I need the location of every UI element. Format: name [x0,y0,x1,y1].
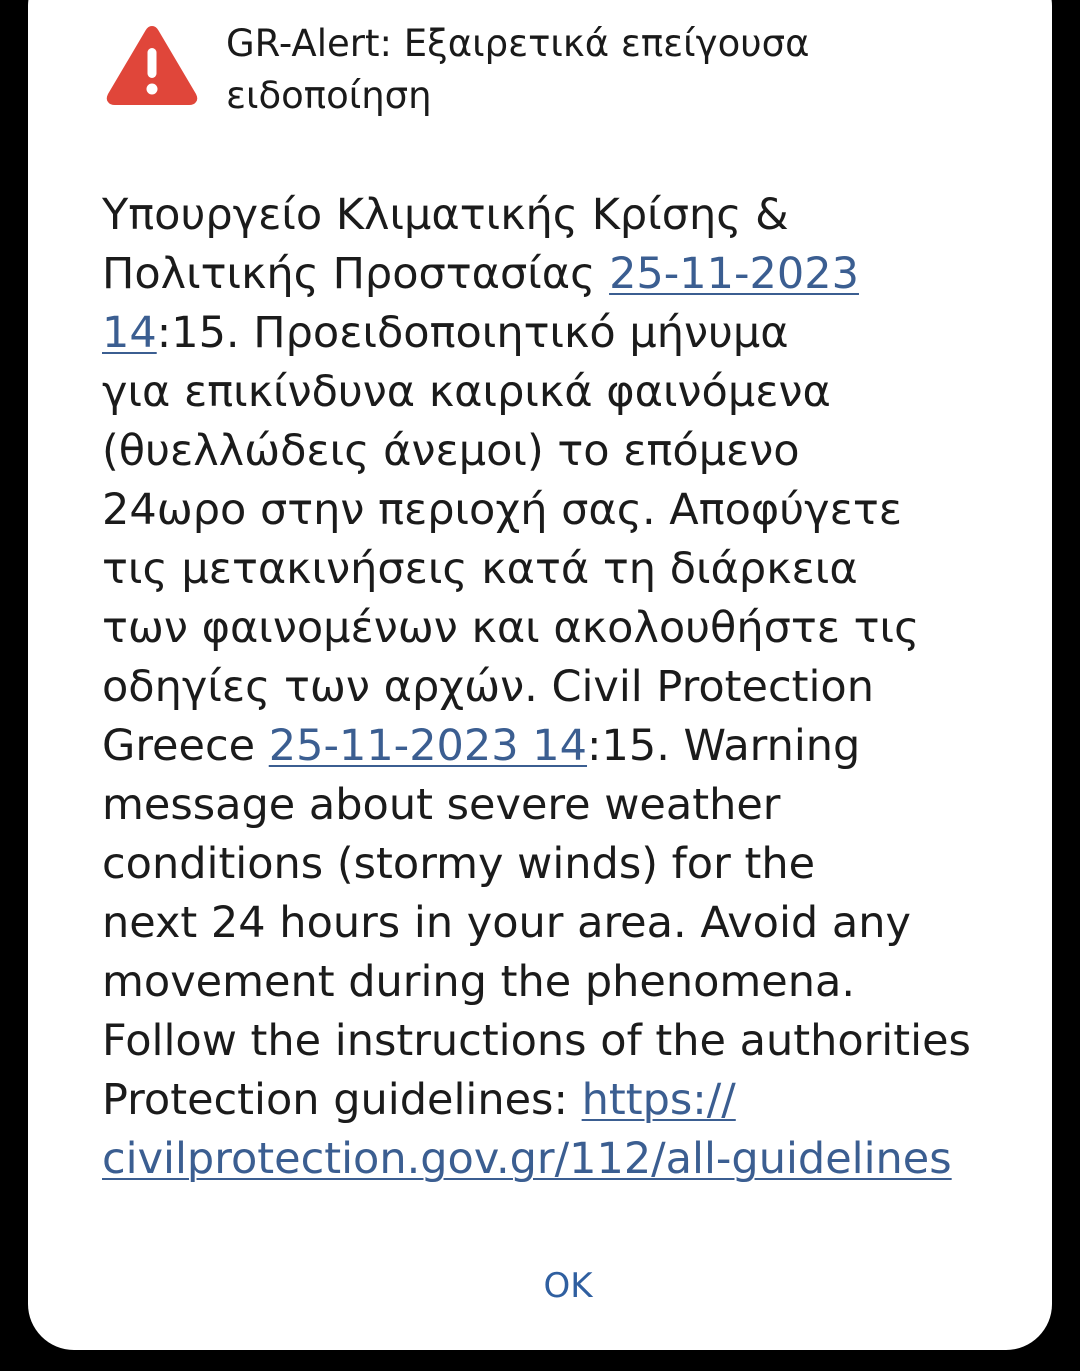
message-line [102,1130,1042,1189]
message-text: Πολιτικής Προστασίας [102,249,610,299]
datetime-link[interactable]: 25-11-2023 14 [268,721,588,771]
message-line [102,304,1042,363]
ok-button[interactable]: OK [508,1256,628,1316]
warning-triangle-icon [104,22,200,106]
message-line: 24ωρο στην περιοχή σας. Αποφύγετε [102,485,902,535]
time-link[interactable]: 14 [102,308,157,358]
message-line: τις μετακινήσεις κατά τη διάρκεια [102,544,858,594]
message-line: για επικίνδυνα καιρικά φαινόμενα [102,367,831,417]
message-line: Υπουργείο Κλιματικής Κρίσης & [102,190,789,240]
alert-title-line-1: GR-Alert: Εξαιρετικά επείγουσα [226,22,810,65]
message-line: Follow the instructions of the authorities [102,1016,971,1066]
message-text: :15. Προειδοποιητικό μήνυμα [156,308,789,358]
alert-title [226,18,1026,122]
message-line [102,1071,1042,1130]
message-text: Protection guidelines: [102,1075,582,1125]
message-line: movement during the phenomena. [102,957,856,1007]
message-text: Greece [102,721,269,771]
guidelines-link[interactable]: https:// [581,1075,736,1125]
message-line: message about severe weather [102,780,781,830]
message-text: :15. Warning [587,721,861,771]
message-line: των φαινομένων και ακολουθήστε τις [102,603,920,653]
date-link[interactable]: 25-11-2023 [609,249,859,299]
message-line [102,717,1042,776]
emergency-alert-dialog [28,0,1052,1350]
message-line: next 24 hours in your area. Avoid any [102,898,911,948]
alert-header [104,18,1064,128]
message-line: οδηγίες των αρχών. Civil Protection [102,662,874,712]
message-line: conditions (stormy winds) for the [102,839,816,889]
message-line: (θυελλώδεις άνεμοι) το επόμενο [102,426,800,476]
guidelines-link-continued[interactable]: civilprotection.gov.gr/112/all-guidelines [102,1134,952,1184]
alert-message [102,186,1042,1189]
alert-title-line-2: ειδοποίηση [226,74,432,117]
message-line [102,245,1042,304]
